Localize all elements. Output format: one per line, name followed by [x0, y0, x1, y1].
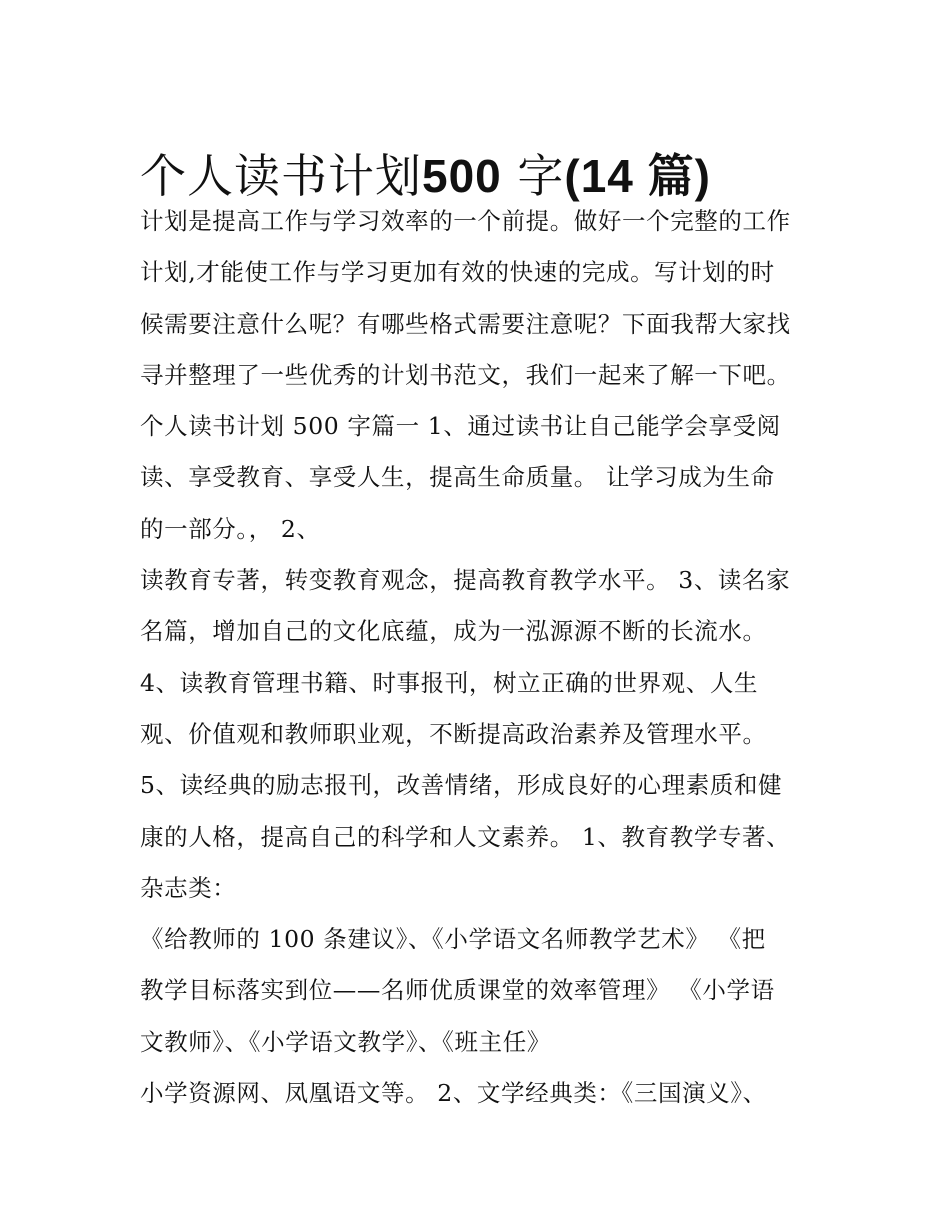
text-line: 康的人格，提高自己的科学和人文素养。 1、教育教学专著、 [140, 822, 791, 851]
text-line: 读教育专著，转变教育观念，提高教育教学水平。 3、读名家 [140, 566, 791, 595]
title-paren: (14 篇) [564, 149, 711, 202]
text-line: 小学资源网、凤凰语文等。 2、文学经典类：《三国演义》、 [140, 1079, 767, 1108]
text-line: 寻并整理了一些优秀的计划书范文，我们一起来了解一下吧。 [140, 360, 791, 389]
text-line: 候需要注意什么呢？有哪些格式需要注意呢？下面我帮大家找 [140, 309, 791, 338]
text-line: 读、享受教育、享受人生，提高生命质量。 让学习成为生命 [140, 463, 775, 492]
text-line: 名篇，增加自己的文化底蕴，成为一泓源源不断的长流水。 [140, 617, 767, 646]
text-line: 文教师》、《小学语文教学》、《班主任》 [140, 1027, 551, 1056]
text-line: 观、价值观和教师职业观，不断提高政治素养及管理水平。 [140, 719, 767, 748]
text-line: 计划是提高工作与学习效率的一个前提。做好一个完整的工作 [140, 207, 791, 235]
text-line: 的一部分。， 2、 [140, 514, 321, 543]
body-text [140, 196, 820, 1119]
text-line: 个人读书计划 500 字篇一 1、通过读书让自己能学会享受阅 [140, 412, 781, 441]
text-line: 《给教师的 100 条建议》、《小学语文名师教学艺术》 《把 [140, 925, 766, 954]
text-line: 计划,才能使工作与学习更加有效的快速的完成。写计划的时 [140, 258, 775, 287]
text-line: 杂志类： [140, 873, 237, 902]
text-line: 教学目标落实到位——名师优质课堂的效率管理》 《小学语 [140, 976, 775, 1005]
text-line: 5、读经典的励志报刊，改善情绪，形成良好的心理素质和健 [140, 771, 783, 800]
title-suffix: 字 [501, 148, 565, 203]
title-number: 500 [422, 149, 502, 202]
title-prefix: 个人读书计划 [140, 148, 422, 203]
text-line: 4、读教育管理书籍、时事报刊，树立正确的世界观、人生 [140, 668, 759, 697]
